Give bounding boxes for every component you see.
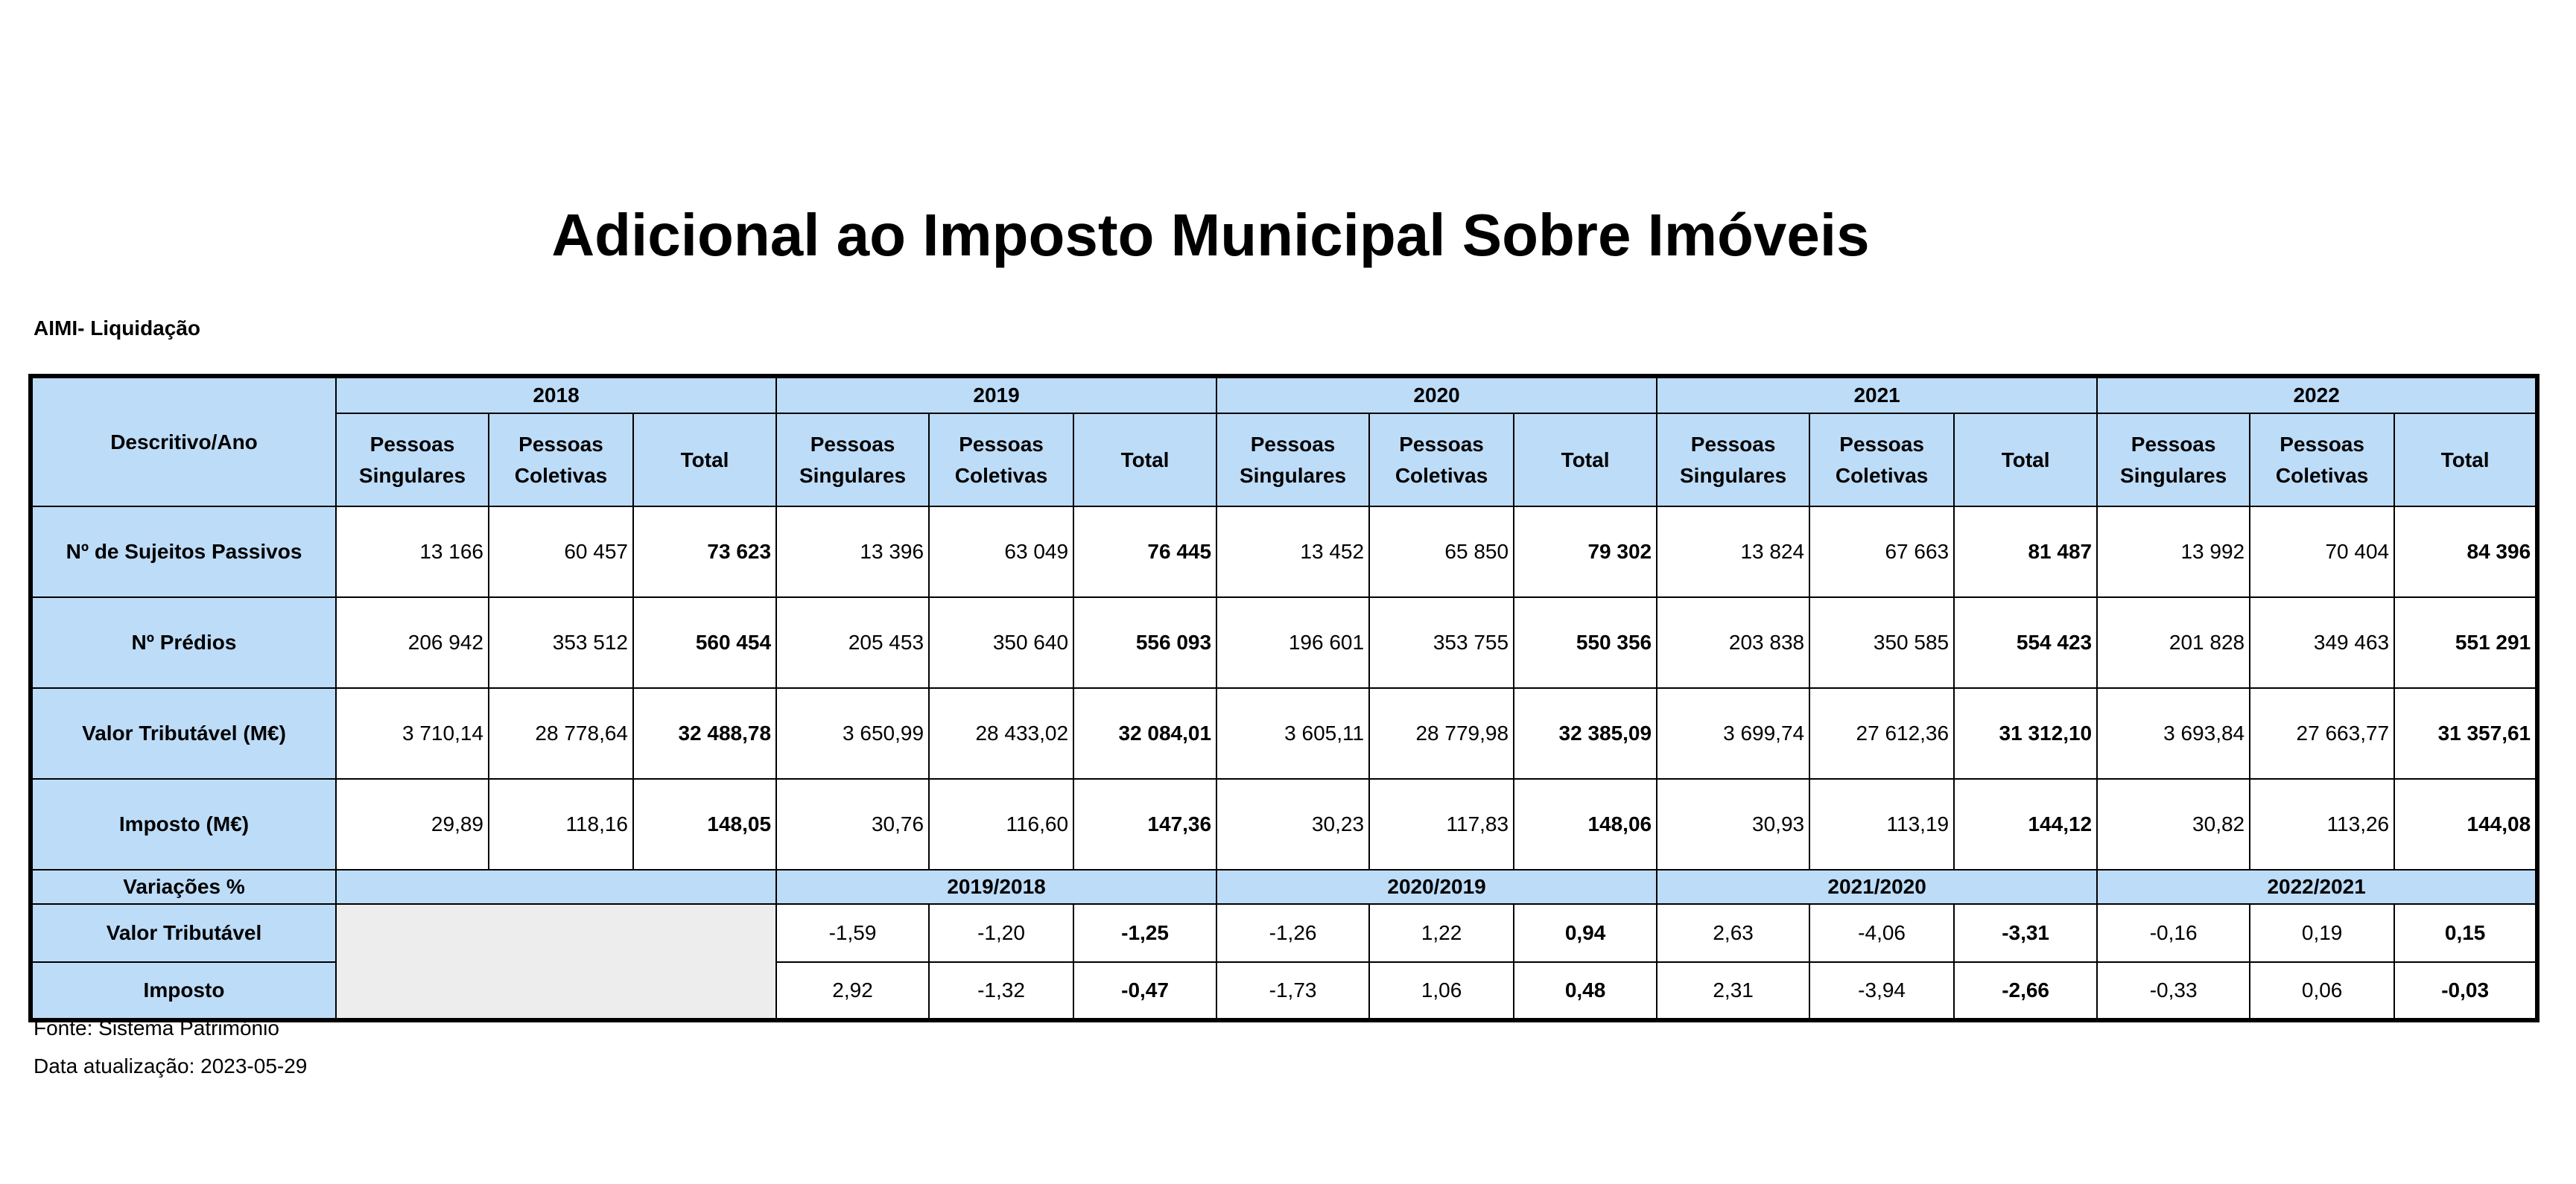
- variations-label: Variações %: [31, 870, 336, 904]
- value-cell: 65 850: [1369, 506, 1514, 597]
- sub-header-singulares: [776, 413, 929, 506]
- value-cell: 3 605,11: [1216, 688, 1369, 779]
- value-cell: 28 778,64: [489, 688, 633, 779]
- sub-header-singulares: [1657, 413, 1809, 506]
- value-cell: 206 942: [336, 597, 489, 688]
- variation-cell: -3,94: [1809, 962, 1954, 1020]
- value-cell: 201 828: [2097, 597, 2250, 688]
- value-cell: 3 693,84: [2097, 688, 2250, 779]
- sub-header-total: Total: [1514, 413, 1657, 506]
- value-cell: 350 640: [929, 597, 1073, 688]
- row-label: Valor Tributável: [31, 904, 336, 962]
- variation-cell: -1,26: [1216, 904, 1369, 962]
- sub-header-line: Singulares: [2120, 463, 2227, 487]
- value-cell: 118,16: [489, 779, 633, 870]
- sub-header-line: Pessoas: [810, 432, 895, 456]
- value-cell: 63 049: [929, 506, 1073, 597]
- value-cell: 196 601: [1216, 597, 1369, 688]
- variation-cell: 2,31: [1657, 962, 1809, 1020]
- sub-header-coletivas: [489, 413, 633, 506]
- variation-total-cell: -2,66: [1954, 962, 2097, 1020]
- total-cell: 31 357,61: [2394, 688, 2537, 779]
- aimi-table: [28, 374, 2539, 1022]
- sub-header-singulares: [336, 413, 489, 506]
- table-subtitle: AIMI- Liquidação: [34, 316, 200, 340]
- variations-header-row: [31, 870, 2537, 904]
- sub-header-line: Coletivas: [1835, 463, 1929, 487]
- total-cell: 81 487: [1954, 506, 2097, 597]
- variation-period-header: 2020/2019: [1216, 870, 1657, 904]
- year-header: 2022: [2097, 376, 2537, 413]
- sub-header-total: Total: [1954, 413, 2097, 506]
- value-cell: 27 612,36: [1809, 688, 1954, 779]
- variation-total-cell: -3,31: [1954, 904, 2097, 962]
- variation-row: [31, 904, 2537, 962]
- sub-header-line: Pessoas: [1690, 432, 1776, 456]
- value-cell: 67 663: [1809, 506, 1954, 597]
- value-cell: 28 779,98: [1369, 688, 1514, 779]
- value-cell: 30,93: [1657, 779, 1809, 870]
- value-cell: 13 166: [336, 506, 489, 597]
- total-cell: 32 488,78: [633, 688, 776, 779]
- value-cell: 350 585: [1809, 597, 1954, 688]
- value-cell: 353 755: [1369, 597, 1514, 688]
- sub-header-line: Pessoas: [1839, 432, 1924, 456]
- total-cell: 32 385,09: [1514, 688, 1657, 779]
- sub-header-coletivas: [1369, 413, 1514, 506]
- variation-period-header: 2022/2021: [2097, 870, 2537, 904]
- value-cell: 113,26: [2250, 779, 2394, 870]
- variation-period-header: 2021/2020: [1657, 870, 2097, 904]
- variation-cell: -0,33: [2097, 962, 2250, 1020]
- variation-cell: 2,63: [1657, 904, 1809, 962]
- sub-header-line: Coletivas: [954, 463, 1048, 487]
- variation-cell: 0,19: [2250, 904, 2394, 962]
- value-cell: 60 457: [489, 506, 633, 597]
- table-row: [31, 597, 2537, 688]
- variation-cell: -1,73: [1216, 962, 1369, 1020]
- variation-total-cell: -0,03: [2394, 962, 2537, 1020]
- empty-cell: [336, 904, 776, 1020]
- variation-cell: 2,92: [776, 962, 929, 1020]
- sub-header-line: Pessoas: [1250, 432, 1336, 456]
- total-cell: 32 084,01: [1073, 688, 1216, 779]
- row-label: Nº Prédios: [31, 597, 336, 688]
- value-cell: 29,89: [336, 779, 489, 870]
- corner-label: Descritivo/Ano: [31, 376, 336, 506]
- sub-header-coletivas: [2250, 413, 2394, 506]
- sub-header-line: Singulares: [1239, 463, 1347, 487]
- variation-total-cell: 0,48: [1514, 962, 1657, 1020]
- sub-header-line: Pessoas: [2280, 432, 2364, 456]
- total-cell: 148,05: [633, 779, 776, 870]
- total-cell: 84 396: [2394, 506, 2537, 597]
- total-cell: 144,08: [2394, 779, 2537, 870]
- total-cell: 556 093: [1073, 597, 1216, 688]
- sub-header-line: Singulares: [799, 463, 907, 487]
- sub-header-line: Coletivas: [2275, 463, 2369, 487]
- total-cell: 554 423: [1954, 597, 2097, 688]
- update-date: Data atualização: 2023-05-29: [34, 1054, 308, 1078]
- variation-total-cell: -1,25: [1073, 904, 1216, 962]
- row-label: Valor Tributável (M€): [31, 688, 336, 779]
- variation-cell: -1,20: [929, 904, 1073, 962]
- sub-header-line: Coletivas: [1395, 463, 1488, 487]
- value-cell: 13 452: [1216, 506, 1369, 597]
- value-cell: 353 512: [489, 597, 633, 688]
- sub-header-line: Singulares: [358, 463, 466, 487]
- variation-cell: -1,32: [929, 962, 1073, 1020]
- value-cell: 349 463: [2250, 597, 2394, 688]
- total-cell: 551 291: [2394, 597, 2537, 688]
- sub-header-line: Singulares: [1680, 463, 1787, 487]
- total-cell: 550 356: [1514, 597, 1657, 688]
- value-cell: 28 433,02: [929, 688, 1073, 779]
- variation-cell: -0,16: [2097, 904, 2250, 962]
- total-cell: 73 623: [633, 506, 776, 597]
- value-cell: 203 838: [1657, 597, 1809, 688]
- total-cell: 76 445: [1073, 506, 1216, 597]
- row-label: Nº de Sujeitos Passivos: [31, 506, 336, 597]
- total-cell: 148,06: [1514, 779, 1657, 870]
- sub-header-line: Pessoas: [2131, 432, 2216, 456]
- sub-header-total: Total: [2394, 413, 2537, 506]
- variation-total-cell: -0,47: [1073, 962, 1216, 1020]
- page-title: Adicional ao Imposto Municipal Sobre Imóveis: [551, 202, 1870, 268]
- value-cell: 27 663,77: [2250, 688, 2394, 779]
- sub-header-total: Total: [1073, 413, 1216, 506]
- row-label: Imposto: [31, 962, 336, 1020]
- sub-header-line: Pessoas: [959, 432, 1044, 456]
- value-cell: 13 396: [776, 506, 929, 597]
- row-label: Imposto (M€): [31, 779, 336, 870]
- value-cell: 13 824: [1657, 506, 1809, 597]
- year-header: 2021: [1657, 376, 2097, 413]
- variation-cell: -4,06: [1809, 904, 1954, 962]
- value-cell: 113,19: [1809, 779, 1954, 870]
- variation-total-cell: 0,15: [2394, 904, 2537, 962]
- value-cell: 30,76: [776, 779, 929, 870]
- sub-header-line: Pessoas: [518, 432, 603, 456]
- variation-cell: 1,22: [1369, 904, 1514, 962]
- value-cell: 3 710,14: [336, 688, 489, 779]
- year-header: 2020: [1216, 376, 1657, 413]
- sub-header-line: Coletivas: [514, 463, 608, 487]
- value-cell: 3 699,74: [1657, 688, 1809, 779]
- value-cell: 116,60: [929, 779, 1073, 870]
- total-cell: 79 302: [1514, 506, 1657, 597]
- table-row: [31, 688, 2537, 779]
- total-cell: 147,36: [1073, 779, 1216, 870]
- sub-header-total: Total: [633, 413, 776, 506]
- year-header-row: [31, 376, 2537, 413]
- sub-header-row: [31, 413, 2537, 506]
- table-row: [31, 779, 2537, 870]
- total-cell: 31 312,10: [1954, 688, 2097, 779]
- value-cell: 13 992: [2097, 506, 2250, 597]
- value-cell: 205 453: [776, 597, 929, 688]
- value-cell: 30,23: [1216, 779, 1369, 870]
- sub-header-singulares: [2097, 413, 2250, 506]
- sub-header-coletivas: [1809, 413, 1954, 506]
- source-note: Fonte: Sistema Património: [34, 1016, 279, 1040]
- total-cell: 144,12: [1954, 779, 2097, 870]
- sub-header-line: Pessoas: [1399, 432, 1484, 456]
- variation-total-cell: 0,94: [1514, 904, 1657, 962]
- value-cell: 70 404: [2250, 506, 2394, 597]
- table-row: [31, 506, 2537, 597]
- variation-cell: -1,59: [776, 904, 929, 962]
- value-cell: 117,83: [1369, 779, 1514, 870]
- total-cell: 560 454: [633, 597, 776, 688]
- variations-empty-header: [336, 870, 776, 904]
- variation-cell: 0,06: [2250, 962, 2394, 1020]
- year-header: 2018: [336, 376, 776, 413]
- value-cell: 30,82: [2097, 779, 2250, 870]
- variation-period-header: 2019/2018: [776, 870, 1216, 904]
- sub-header-coletivas: [929, 413, 1073, 506]
- sub-header-line: Pessoas: [369, 432, 455, 456]
- sub-header-singulares: [1216, 413, 1369, 506]
- variation-cell: 1,06: [1369, 962, 1514, 1020]
- value-cell: 3 650,99: [776, 688, 929, 779]
- year-header: 2019: [776, 376, 1216, 413]
